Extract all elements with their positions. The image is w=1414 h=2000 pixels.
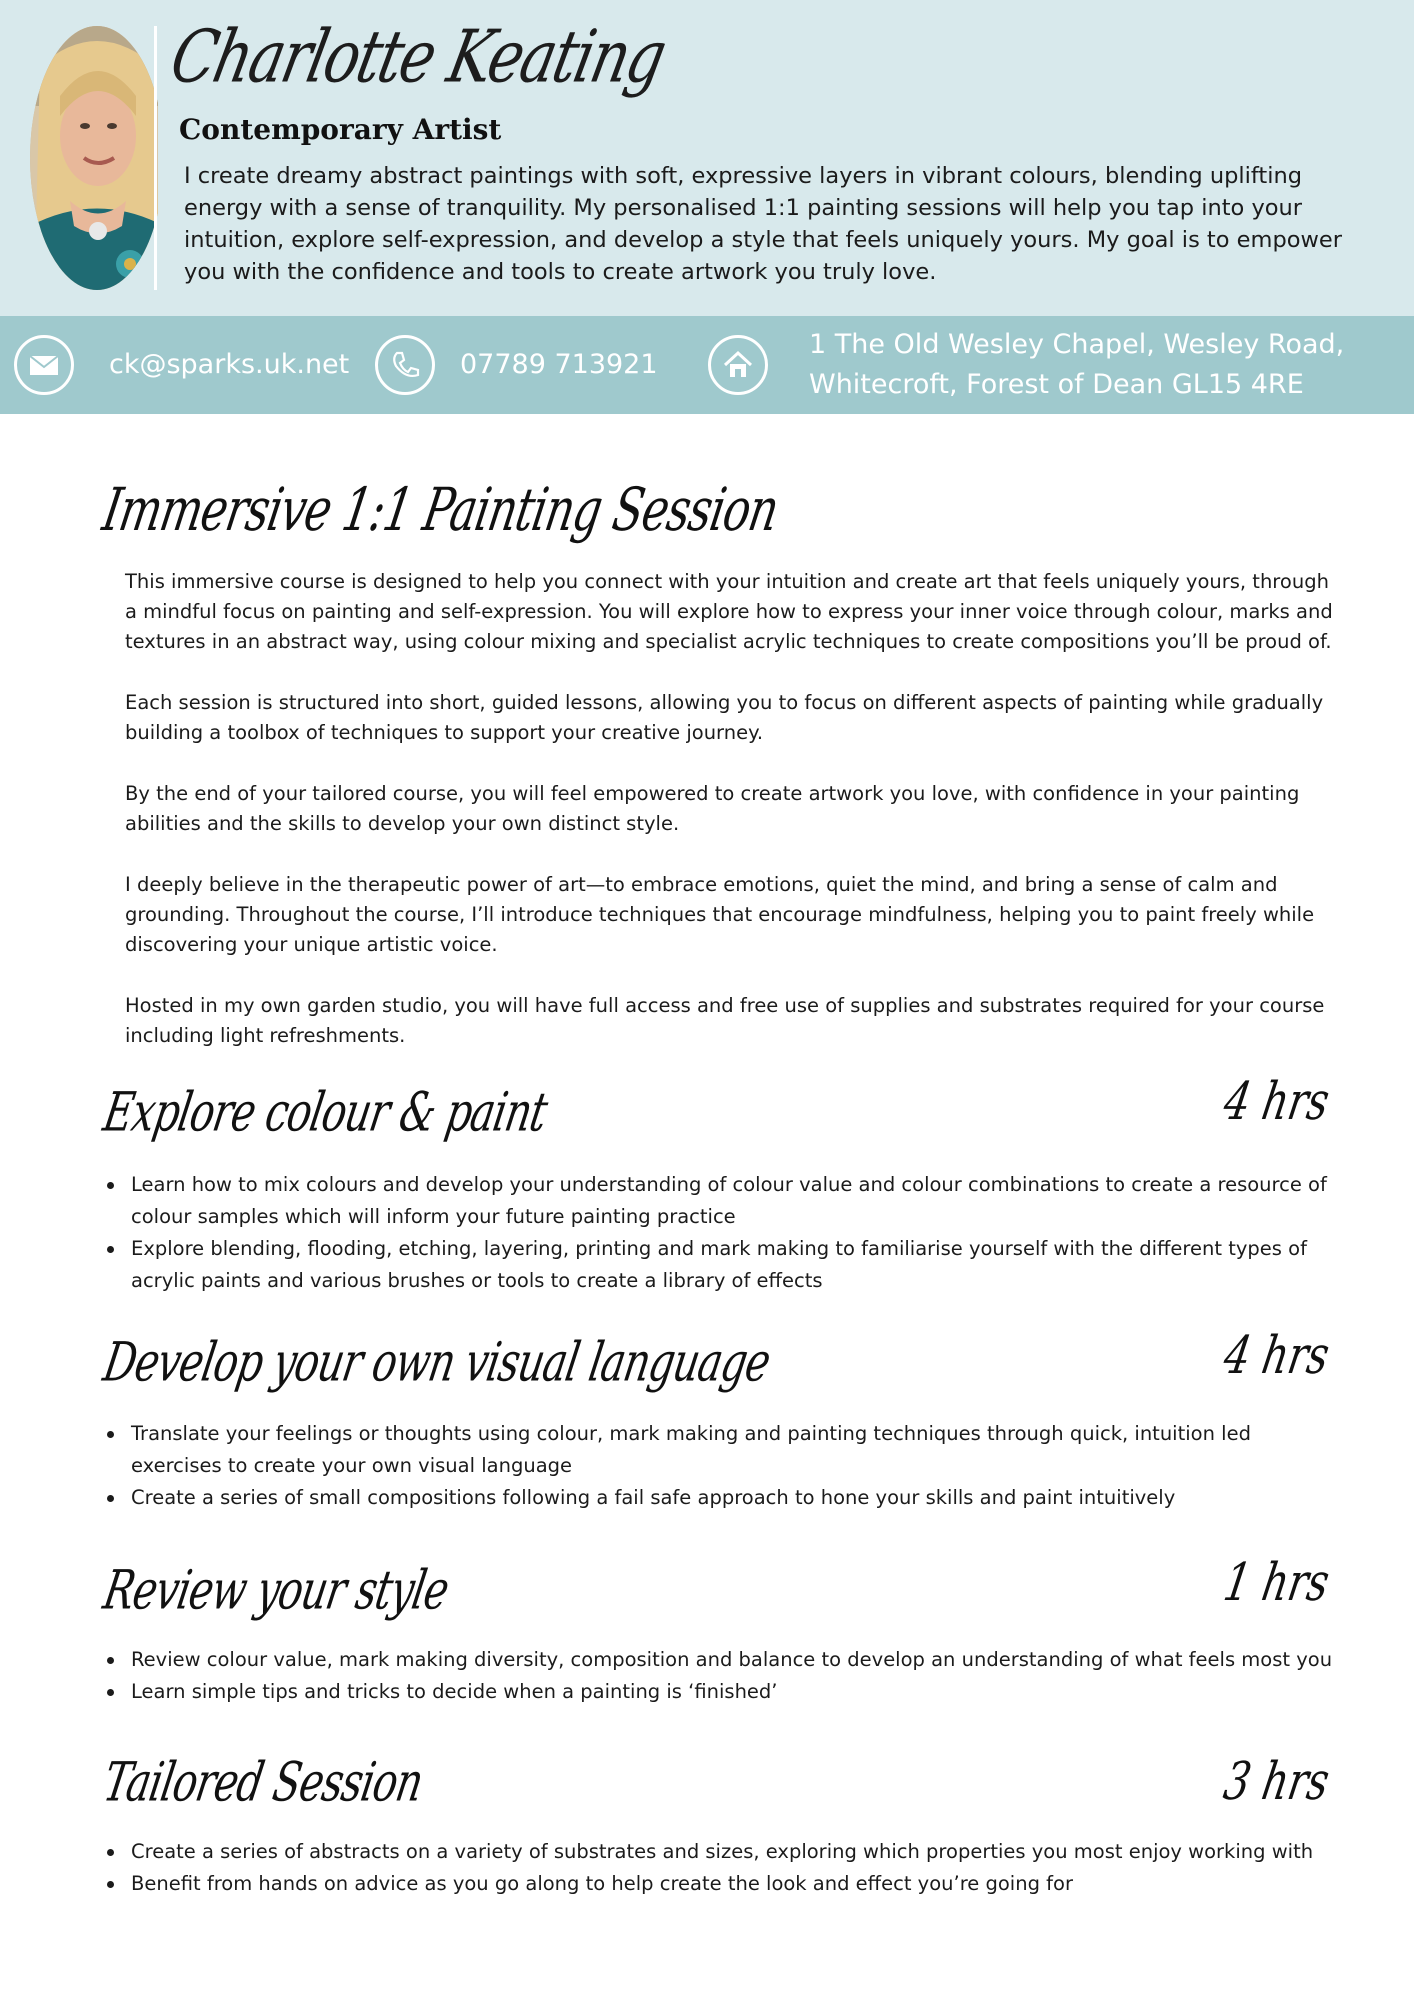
address-line-2: Whitecroft, Forest of Dean GL15 4RE	[809, 369, 1304, 400]
artist-bio: I create dreamy abstract paintings with soft, expressive layers in vibrant colours, blending uplifting energy with a sense of tranquility. My personalised 1:1 painting sessions will help you tap into your intuition, explore self-expression, and develop a style that feels uniquely yours. My goal is to empower you with the confidence and tools to create artwork you truly love.	[184, 163, 1342, 285]
artist-name: Charlotte Keating	[163, 14, 672, 99]
contact-bar	[0, 316, 1414, 414]
artist-role: Contemporary Artist	[179, 113, 502, 146]
address-line-1: 1 The Old Wesley Chapel, Wesley Road,	[809, 329, 1345, 360]
list-item: Create a series of abstracts on a variety of substrates and sizes, exploring which properties you most enjoy working with	[105, 1836, 1335, 1868]
section-list-review	[105, 1644, 1335, 1708]
intro-paragraph-4: I deeply believe in the therapeutic power of art—to embrace emotions, quiet the mind, and bring a sense of calm and grounding. Throughout the course, I’ll introduce techniques that encourage mindfulness, helping you to paint freely while discovering your unique artistic voice.	[125, 873, 1315, 956]
intro-paragraph-2: Each session is structured into short, guided lessons, allowing you to focus on different aspects of painting while gradually building a toolbox of techniques to support your creative journey.	[125, 691, 1324, 744]
section-list-visual-language	[105, 1418, 1335, 1514]
section-list-explore	[105, 1169, 1335, 1297]
section-hours-visual-language: 4 hrs	[1219, 1326, 1334, 1386]
course-title: Immersive 1:1 Painting Session	[97, 476, 784, 545]
section-hours-explore: 4 hrs	[1219, 1072, 1334, 1132]
intro-paragraph-5: Hosted in my own garden studio, you will have full access and free use of supplies and substrates required for your course including light refreshments.	[125, 994, 1325, 1047]
email-link[interactable]: ck@sparks.uk.net	[109, 349, 350, 380]
section-title-review: Review your style	[99, 1560, 453, 1623]
artist-portrait	[30, 26, 164, 290]
section-list-tailored	[105, 1836, 1335, 1900]
house-icon	[708, 335, 768, 395]
section-hours-review: 1 hrs	[1219, 1553, 1334, 1613]
section-title-tailored: Tailored Session	[99, 1752, 427, 1815]
list-item: Benefit from hands on advice as you go along to help create the look and effect you’re going for	[105, 1868, 1335, 1900]
phone-icon	[375, 335, 435, 395]
list-item: Learn how to mix colours and develop your understanding of colour value and colour combinations to create a resource of colour samples which will inform your future painting practice	[105, 1169, 1335, 1233]
envelope-icon	[14, 335, 74, 395]
list-item: Translate your feelings or thoughts using colour, mark making and painting techniques through quick, intuition led exercises to create your own visual language	[105, 1418, 1335, 1482]
list-item: Create a series of small compositions following a fail safe approach to hone your skills and paint intuitively	[105, 1482, 1335, 1514]
section-title-explore: Explore colour & paint	[99, 1082, 552, 1145]
list-item: Learn simple tips and tricks to decide when a painting is ‘finished’	[105, 1676, 1335, 1708]
header-banner	[0, 0, 1414, 316]
list-item: Review colour value, mark making diversity, composition and balance to develop an understanding of what feels most you	[105, 1644, 1335, 1676]
list-item: Explore blending, flooding, etching, layering, printing and mark making to familiarise yourself with the different types of acrylic paints and various brushes or tools to create a library of effects	[105, 1233, 1335, 1297]
intro-paragraph-3: By the end of your tailored course, you will feel empowered to create artwork you love, with confidence in your painting abilities and the skills to develop your own distinct style.	[125, 782, 1300, 835]
portrait-divider	[154, 26, 157, 290]
section-title-visual-language: Develop your own visual language	[99, 1332, 775, 1395]
phone-link[interactable]: 07789 713921	[460, 349, 658, 380]
section-hours-tailored: 3 hrs	[1219, 1752, 1334, 1812]
intro-paragraph-1: This immersive course is designed to help you connect with your intuition and create art that feels uniquely yours, through a mindful focus on painting and self-expression. You will explore how to express your inner voice through colour, marks and textures in an abstract way, using colour mixing and specialist acrylic techniques to create compositions you’ll be proud of.	[125, 570, 1333, 653]
